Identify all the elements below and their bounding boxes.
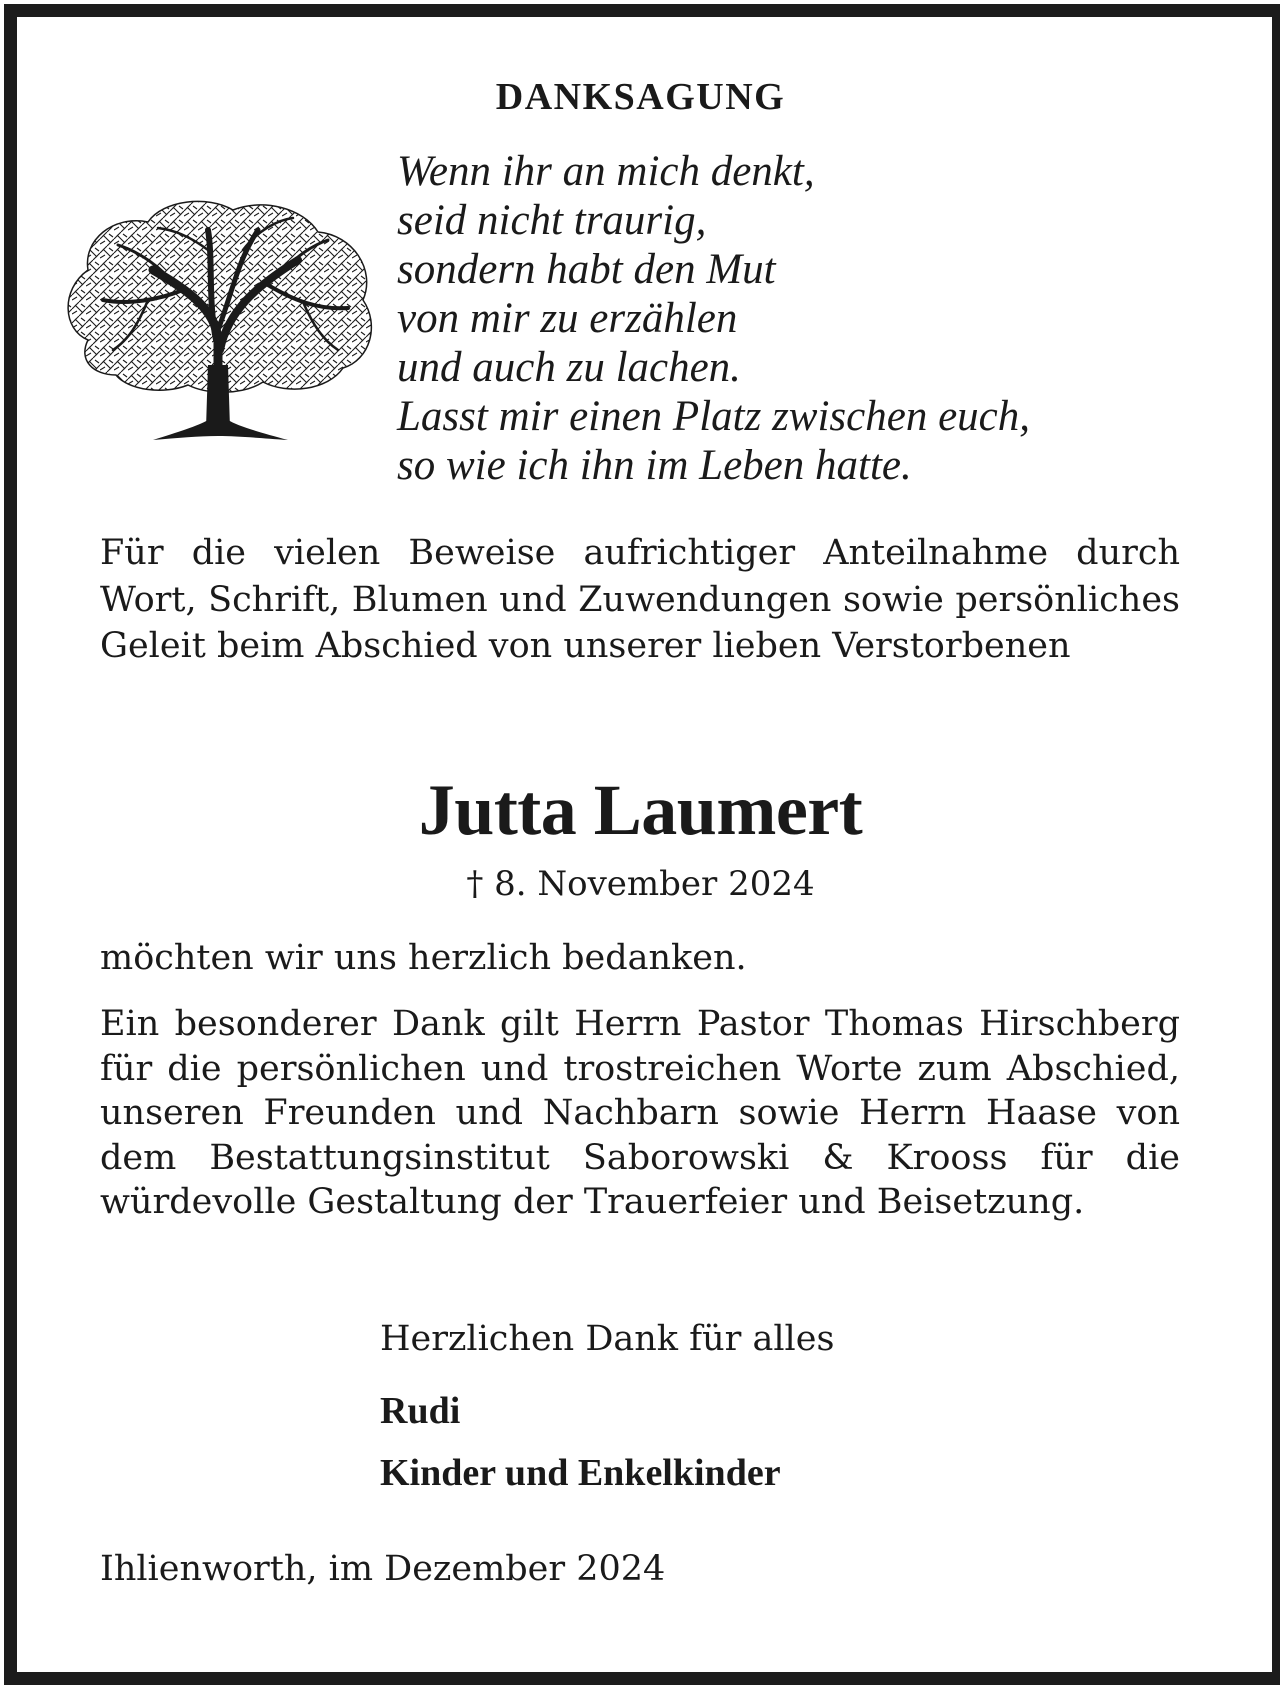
notice-heading: DANKSAGUNG [495,76,786,118]
poem-line: und auch zu lachen. [397,344,741,391]
death-date: † 8. November 2024 [466,864,815,904]
deceased-name: Jutta Laumert [418,770,863,850]
signature-rudi: Rudi [380,1390,461,1432]
poem-line: Lasst mir einen Platz zwischen euch, [397,393,1031,440]
signature-family: Kinder und Enkelkinder [380,1452,781,1494]
intro-paragraph: Für die vielen Beweise aufrichtiger Anteilnahme durch Wort, Schrift, Blumen und Zuwendungen sowie persönliches Geleit beim Abschied von unserer lieben Verstorbenen [100,533,1180,666]
poem [397,147,1197,490]
poem-line: so wie ich ihn im Leben hatte. [397,442,912,489]
poem-line: von mir zu erzählen [397,295,738,342]
special-thanks-paragraph: Ein besonderer Dank gilt Herrn Pastor Thomas Hirschberg für die persönlichen und trostreichen Worte zum Abschied, unseren Freunden und Nachbarn sowie Herrn Haase von dem Bestattungsinstitut Saborowski & Krooss für die würdevolle Gestaltung der Trauerfeier und Beisetzung. [100,1004,1180,1222]
closing-line: Herzlichen Dank für alles [380,1319,835,1359]
oak-tree-icon [58,190,378,455]
poem-line: seid nicht traurig, [397,197,707,244]
thanks-line: möchten wir uns herzlich bedanken. [100,938,747,978]
place-date: Ihlienworth, im Dezember 2024 [100,1549,666,1589]
poem-line: sondern habt den Mut [397,246,776,293]
poem-line: Wenn ihr an mich denkt, [397,148,815,195]
